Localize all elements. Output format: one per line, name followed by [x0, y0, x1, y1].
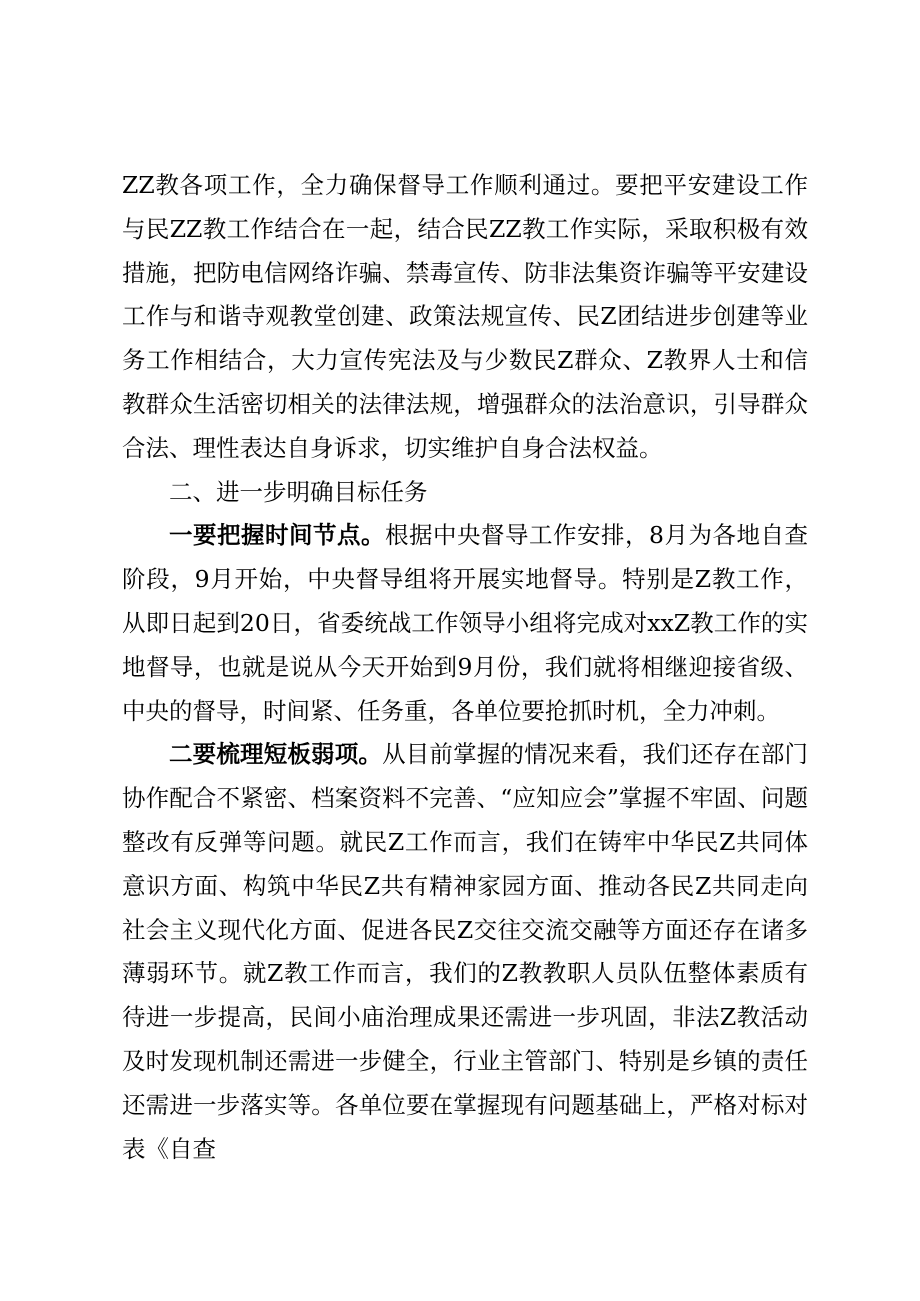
item-2-body: 从目前掌握的情况来看，我们还存在部门协作配合不紧密、档案资料不完善、“应知应会”掌握不牢固、问题整改有反弹等问题。就民Z工作而言，我们在铸牢中华民Z共同体意识方面、构筑中华民Z共有精神家园方面、推动各民Z共同走向社会主义现代化方面、促进各民Z交往交流交融等方面还存在诸多薄弱环节。就Z教工作而言，我们的Z教教职人员队伍整体素质有待进一步提高，民间小庙治理成果还需进一步巩固，非法Z教活动及时发现机制还需进一步健全，行业主管部门、特别是乡镇的责任还需进一步落实等。各单位要在掌握现有问题基础上，严格对标对表《自查 [122, 740, 809, 1163]
section-heading: 二、进一步明确目标任务 [169, 477, 428, 506]
item-1-body: 根据中央督导工作安排，8月为各地自查阶段，9月开始，中央督导组将开展实地督导。特别是Z教工作，从即日起到20日，省委统战工作领导小组将完成对xxZ教工作的实地督导，也就是说从今天开始到9月份，我们就将相继迎接省级、中央的督导，时间紧、任务重，各单位要抢抓时机，全力冲刺。 [122, 521, 809, 725]
document-page [122, 164, 808, 1171]
item-paragraph-2 [122, 733, 808, 1171]
item-1-lead: 一要把握时间节点。 [169, 521, 386, 550]
item-paragraph-1 [122, 514, 808, 733]
item-2-lead: 二要梳理短板弱项。 [169, 740, 383, 769]
continued-paragraph: ZZ教各项工作，全力确保督导工作顺利通过。要把平安建设工作与民ZZ教工作结合在一起，结合民ZZ教工作实际，采取积极有效措施，把防电信网络诈骗、禁毒宣传、防非法集资诈骗等平安建设工作与和谐寺观教堂创建、政策法规宣传、民Z团结进步创建等业务工作相结合，大力宣传宪法及与少数民Z群众、Z教界人士和信教群众生活密切相关的法律法规，增强群众的法治意识，引导群众合法、理性表达自身诉求，切实维护自身合法权益。 [122, 171, 808, 462]
